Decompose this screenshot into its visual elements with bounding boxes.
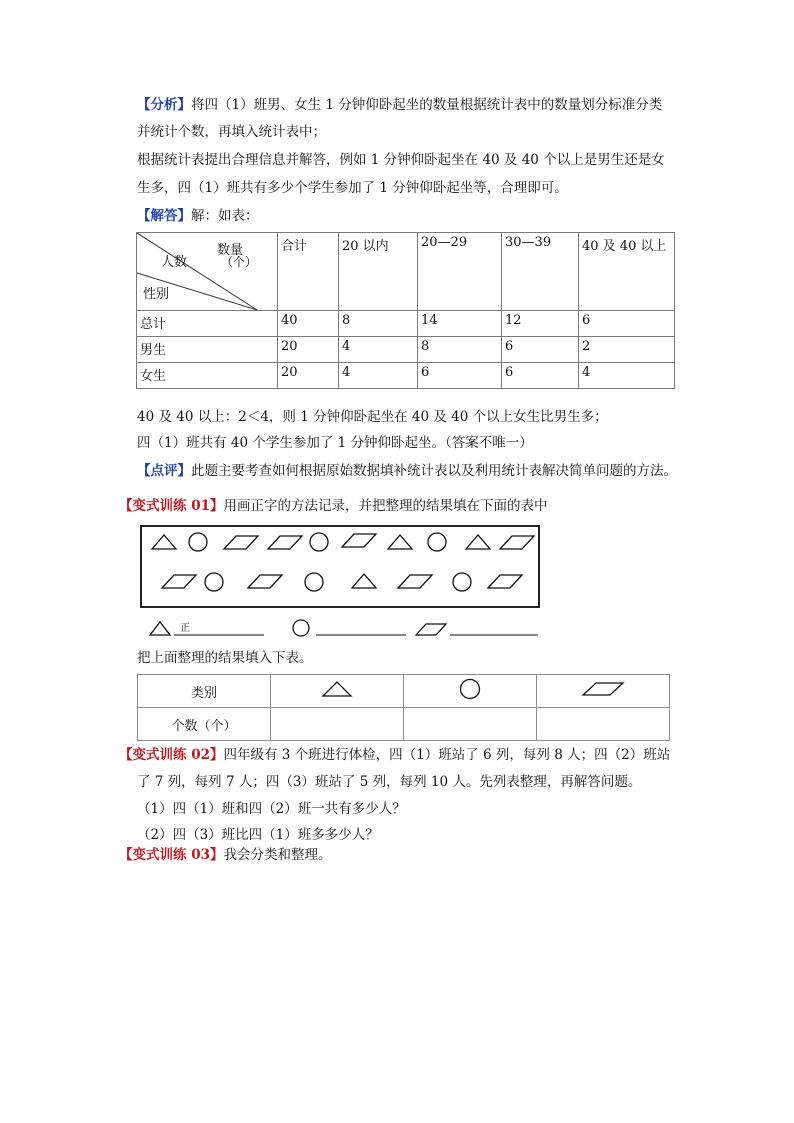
parallelogram-icon bbox=[580, 679, 626, 699]
table-cell: 4 bbox=[579, 363, 675, 389]
analysis-tag: 【分析】 bbox=[137, 97, 191, 113]
table-cell: 20 bbox=[278, 363, 339, 389]
circle-icon bbox=[457, 678, 483, 700]
conclusion-line-1: 40 及 40 以上：2＜4，则 1 分钟仰卧起坐在 40 及 40 个以上女生比男生多； bbox=[137, 409, 608, 425]
category-parallelogram-cell bbox=[537, 675, 670, 708]
table-row bbox=[138, 708, 670, 741]
circle-icon bbox=[428, 533, 446, 551]
analysis-text: 将四（1）班男、女生 1 分钟仰卧起坐的数量根据统计表中的数量划分标准分类 bbox=[191, 97, 663, 113]
shapes-box bbox=[140, 525, 540, 608]
analysis-line-2: 并统计个数，再填入统计表中； bbox=[137, 124, 326, 140]
triangle-icon bbox=[320, 679, 354, 699]
tally-mark: 正 bbox=[180, 623, 190, 634]
analysis-line-1 bbox=[137, 96, 662, 114]
comment-line bbox=[137, 462, 677, 480]
table-cell: 4 bbox=[339, 363, 418, 389]
exercise3-text: 我会分类和整理。 bbox=[223, 847, 332, 863]
parallelogram-icon bbox=[342, 534, 376, 547]
parallelogram-icon bbox=[224, 536, 258, 549]
answer-tag: 【解答】 bbox=[137, 208, 191, 224]
circle-icon bbox=[205, 573, 223, 591]
category-label-cell: 类别 bbox=[138, 675, 271, 708]
exercise2-question-2: （2）四（3）班比四（1）班多多少人？ bbox=[137, 827, 379, 843]
table-cell: 6 bbox=[579, 311, 675, 337]
exercise3-tag: 【变式训练 03】 bbox=[119, 847, 224, 863]
triangle-icon bbox=[388, 535, 412, 549]
count-label-cell: 个数（个） bbox=[138, 708, 271, 741]
circle-icon bbox=[189, 533, 207, 551]
header-total: 合计 bbox=[278, 233, 339, 311]
exercise2-line-1 bbox=[119, 746, 670, 764]
comment-text: 此题主要考查如何根据原始数据填补统计表以及利用统计表解决简单问题的方法。 bbox=[191, 463, 677, 479]
parallelogram-icon bbox=[500, 536, 534, 549]
table-cell: 12 bbox=[502, 311, 579, 337]
corner-header-cell bbox=[137, 233, 278, 311]
circle-icon bbox=[305, 573, 323, 591]
analysis-line-3: 根据统计表提出合理信息并解答，例如 1 分钟仰卧起坐在 40 及 40 个以上是男生还是女 bbox=[137, 152, 665, 168]
parallelogram-icon bbox=[248, 575, 282, 588]
row-label: 女生 bbox=[137, 363, 278, 389]
conclusion-line-2: 四（1）班共有 40 个学生参加了 1 分钟仰卧起坐。（答案不唯一） bbox=[137, 435, 533, 451]
tally-row bbox=[144, 617, 544, 639]
answer-text: 解：如表： bbox=[191, 208, 259, 224]
shapes-row-1 bbox=[152, 533, 534, 551]
header-30-39: 30—39 bbox=[502, 233, 579, 311]
shapes-figure bbox=[142, 527, 538, 606]
exercise1-text: 用画正字的方法记录，并把整理的结果填在下面的表中 bbox=[223, 498, 548, 514]
header-under-20: 20 以内 bbox=[339, 233, 418, 311]
row-label: 男生 bbox=[137, 337, 278, 363]
answer-line bbox=[137, 207, 259, 225]
triangle-icon bbox=[466, 535, 490, 549]
table-row bbox=[138, 675, 670, 708]
circle-icon bbox=[293, 620, 309, 636]
exercise3-line bbox=[119, 846, 332, 864]
table-cell: 6 bbox=[418, 363, 502, 389]
header-20-29: 20—29 bbox=[418, 233, 502, 311]
header-40-plus: 40 及 40 以上 bbox=[579, 233, 675, 311]
parallelogram-icon bbox=[398, 575, 432, 588]
table-cell: 2 bbox=[579, 337, 675, 363]
category-circle-cell bbox=[404, 675, 537, 708]
category-triangle-cell bbox=[271, 675, 404, 708]
triangle-icon bbox=[152, 535, 176, 549]
triangle-icon bbox=[352, 574, 376, 588]
exercise2-question-1: （1）四（1）班和四（2）班一共有多少人？ bbox=[137, 801, 406, 817]
parallelogram-icon bbox=[162, 575, 196, 588]
circle-icon bbox=[310, 533, 328, 551]
corner-people-label: 人数 bbox=[161, 255, 188, 270]
parallelogram-icon bbox=[268, 536, 302, 549]
exercise2-line-2: 了 7 列，每列 7 人；四（3）班站了 5 列，每列 10 人。先列表整理，再解答问题。 bbox=[137, 774, 642, 790]
corner-quantity-label: 数量 bbox=[217, 243, 244, 258]
exercise2-text: 四年级有 3 个班进行体检，四（1）班站了 6 列，每列 8 人；四（2）班站 bbox=[223, 747, 671, 763]
category-table bbox=[137, 674, 670, 741]
exercise2-tag: 【变式训练 02】 bbox=[119, 747, 224, 763]
exercise1-line bbox=[119, 497, 548, 515]
table-row bbox=[137, 337, 675, 363]
analysis-line-4: 生多，四（1）班共有多少个学生参加了 1 分钟仰卧起坐等，合理即可。 bbox=[137, 180, 568, 196]
shapes-row-2 bbox=[162, 573, 522, 591]
corner-gender-label: 性别 bbox=[143, 287, 170, 302]
table-cell: 6 bbox=[502, 337, 579, 363]
table-row bbox=[137, 311, 675, 337]
table-cell: 8 bbox=[418, 337, 502, 363]
table-row bbox=[137, 363, 675, 389]
table-cell: 20 bbox=[278, 337, 339, 363]
count-triangle-input[interactable] bbox=[271, 708, 404, 741]
circle-icon bbox=[453, 573, 471, 591]
statistics-table bbox=[136, 232, 675, 389]
comment-tag: 【点评】 bbox=[137, 463, 191, 479]
parallelogram-icon bbox=[416, 624, 446, 635]
fill-prompt: 把上面整理的结果填入下表。 bbox=[137, 650, 313, 666]
table-cell: 4 bbox=[339, 337, 418, 363]
parallelogram-icon bbox=[488, 575, 522, 588]
exercise1-tag: 【变式训练 01】 bbox=[119, 498, 224, 514]
table-cell: 8 bbox=[339, 311, 418, 337]
row-label: 总计 bbox=[137, 311, 278, 337]
triangle-icon bbox=[150, 622, 170, 635]
table-cell: 40 bbox=[278, 311, 339, 337]
count-parallelogram-input[interactable] bbox=[537, 708, 670, 741]
table-cell: 14 bbox=[418, 311, 502, 337]
count-circle-input[interactable] bbox=[404, 708, 537, 741]
table-cell: 6 bbox=[502, 363, 579, 389]
corner-unit-label: （个） bbox=[221, 255, 258, 269]
